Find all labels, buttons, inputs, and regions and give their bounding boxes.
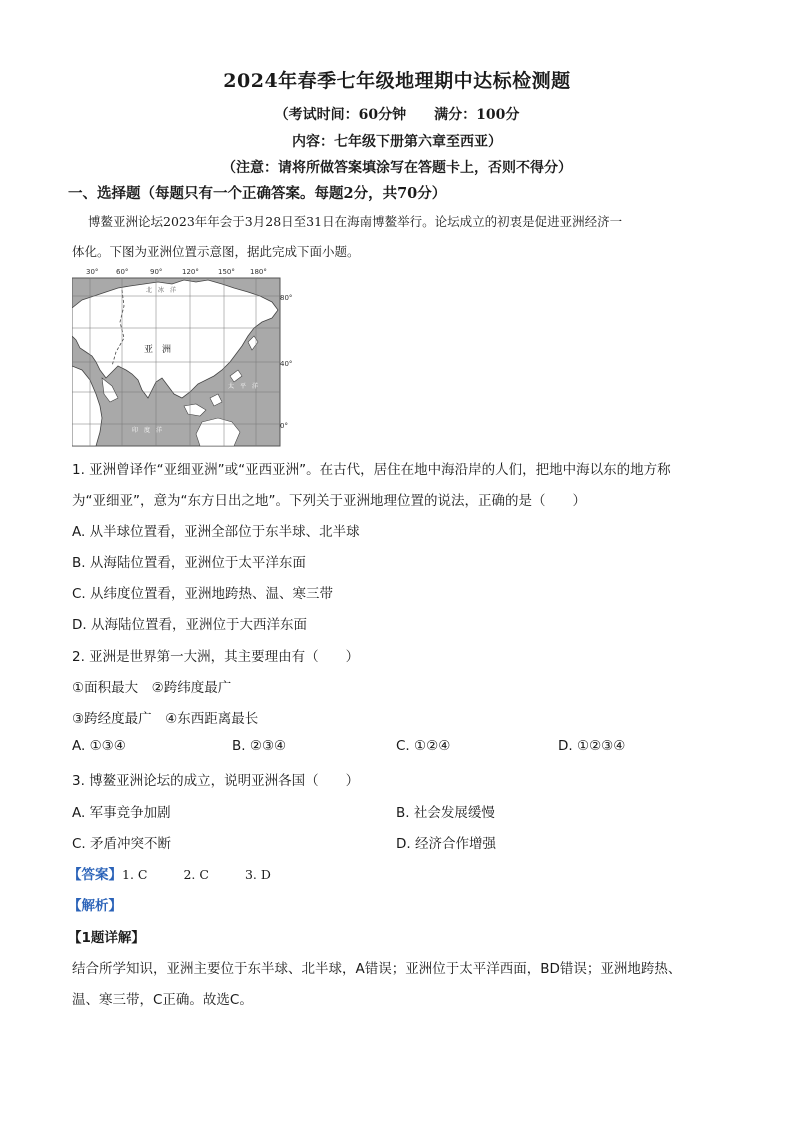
q3-option-a: A. 军事竞争加剧	[72, 805, 171, 821]
q2-option-a: A. ①③④	[72, 738, 126, 754]
lon-tick-60: 60°	[116, 268, 129, 276]
answer-2: 2. C	[183, 867, 209, 882]
exam-content-info: 内容：七年级下册第六章至西亚）	[292, 134, 502, 150]
answer-3: 3. D	[244, 867, 271, 882]
analysis-line-1: 结合所学知识，亚洲主要位于东半球、北半球，A错误；亚洲位于太平洋西面，BD错误；亚洲地跨热、	[72, 961, 682, 977]
intro-line-2: 体化。下图为亚洲位置示意图，据此完成下面小题。	[72, 244, 360, 259]
lon-tick-180: 180°	[250, 268, 267, 276]
answer-line	[68, 863, 271, 883]
asia-location-map	[72, 266, 292, 448]
label-arctic-ocean: 北 冰 洋	[146, 287, 177, 294]
q3-option-c: C. 矛盾冲突不断	[72, 836, 172, 852]
lon-tick-30: 30°	[86, 268, 99, 276]
lon-tick-90: 90°	[150, 268, 163, 276]
q1-option-a: A. 从半球位置看，亚洲全部位于东半球、北半球	[72, 524, 360, 540]
lon-tick-120: 120°	[182, 268, 199, 276]
lon-tick-150: 150°	[218, 268, 235, 276]
asia-map-svg	[72, 266, 292, 448]
exam-notice: （注意：请将所做答案填涂写在答题卡上，否则不得分）	[222, 160, 572, 176]
q1-option-b: B. 从海陆位置看，亚洲位于太平洋东面	[72, 555, 306, 571]
q2-option-d: D. ①②③④	[558, 738, 626, 754]
analysis-line-2: 温、寒三带，C正确。故选C。	[72, 992, 253, 1008]
q3-option-b: B. 社会发展缓慢	[396, 805, 495, 821]
q1-option-c: C. 从纬度位置看，亚洲地跨热、温、寒三带	[72, 586, 334, 602]
q1-stem-line-1: 1. 亚洲曾译作“亚细亚洲”或“亚西亚洲”。在古代，居住在地中海沿岸的人们，把地中海以东的地方称	[72, 462, 671, 478]
intro-line-1: 博鳌亚洲论坛2023年年会于3月28日至31日在海南博鳌举行。论坛成立的初衷是促进亚洲经济一	[88, 214, 623, 229]
answer-1: 1. C	[122, 867, 148, 882]
q1-stem-line-2: 为“亚细亚”，意为“东方日出之地”。下列关于亚洲地理位置的说法，正确的是（ ）	[72, 493, 586, 509]
lat-tick-0: 0°	[280, 422, 288, 430]
analysis-detail-label: 【1题详解】	[68, 930, 145, 946]
answer-label: 【答案】	[68, 867, 122, 883]
q2-items-line-2: ③跨经度最广 ④东西距离最长	[72, 711, 259, 727]
label-indian-ocean: 印 度 洋	[132, 427, 163, 434]
lat-tick-80: 80°	[280, 294, 292, 302]
q2-stem: 2. 亚洲是世界第一大洲，其主要理由有（ ）	[72, 649, 360, 665]
q2-option-c: C. ①②④	[396, 738, 451, 754]
section-heading: 一、选择题（每题只有一个正确答案。每题2分，共70分）	[68, 185, 447, 202]
q3-option-d: D. 经济合作增强	[396, 836, 496, 852]
label-asia: 亚 洲	[144, 345, 172, 355]
exam-time-info: （考试时间：60分钟 满分：100分	[274, 107, 520, 123]
lat-tick-40: 40°	[280, 360, 292, 368]
q2-items-line-1: ①面积最大 ②跨纬度最广	[72, 680, 232, 696]
q2-option-b: B. ②③④	[232, 738, 287, 754]
q3-stem: 3. 博鳌亚洲论坛的成立，说明亚洲各国（ ）	[72, 773, 360, 789]
label-pacific-ocean: 太 平 洋	[228, 383, 259, 390]
analysis-label: 【解析】	[68, 898, 122, 914]
page-title: 2024年春季七年级地理期中达标检测题	[223, 70, 571, 92]
q1-option-d: D. 从海陆位置看，亚洲位于大西洋东面	[72, 617, 307, 633]
